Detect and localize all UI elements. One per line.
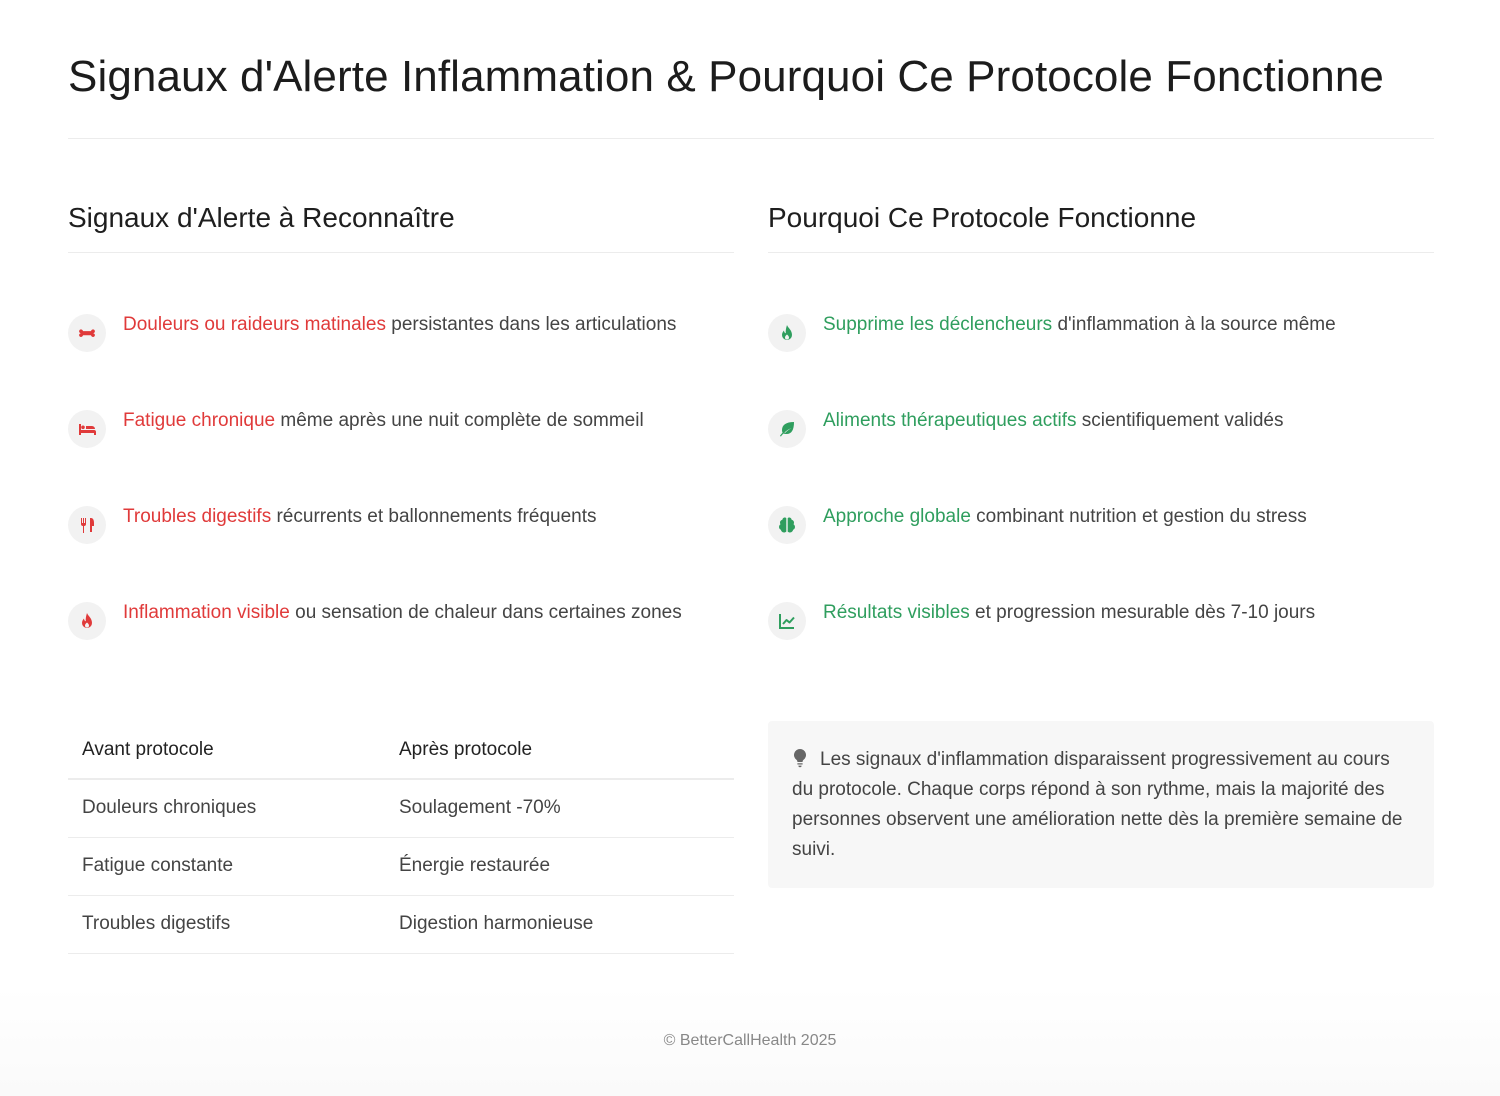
page-title: Signaux d'Alerte Inflammation & Pourquoi Ce Protocole Fonctionne xyxy=(68,52,1384,101)
list-item xyxy=(68,505,734,545)
item-text: combinant nutrition et gestion du stress xyxy=(970,506,1307,527)
list-item xyxy=(68,313,734,353)
title-divider xyxy=(68,138,1434,139)
brain-icon xyxy=(768,506,806,544)
item-text: persistantes dans les articulations xyxy=(385,314,677,335)
protocol-benefits-section xyxy=(768,196,1434,623)
footer-copyright: © BetterCallHealth 2025 xyxy=(663,1032,837,1049)
before-after-table xyxy=(68,722,734,954)
item-highlight: Troubles digestifs xyxy=(123,506,272,527)
item-text: même après une nuit complète de sommeil xyxy=(275,410,644,431)
utensils-icon xyxy=(68,506,106,544)
warning-signs-heading: Signaux d'Alerte à Reconnaître xyxy=(68,202,455,233)
item-highlight: Fatigue chronique xyxy=(123,410,276,431)
item-highlight: Supprime les déclencheurs xyxy=(823,314,1053,335)
flame-icon xyxy=(68,602,106,640)
bed-icon xyxy=(68,410,106,448)
table-row xyxy=(68,779,734,837)
list-item xyxy=(768,409,1434,449)
section-divider xyxy=(768,252,1434,253)
item-highlight: Résultats visibles xyxy=(823,602,970,623)
warning-signs-section xyxy=(68,196,734,623)
table-cell: Soulagement -70% xyxy=(385,779,734,837)
item-text: récurrents et ballonnements fréquents xyxy=(271,506,597,527)
lightbulb-icon xyxy=(792,748,808,768)
item-highlight: Approche globale xyxy=(823,506,971,527)
item-text: scientifiquement validés xyxy=(1076,410,1284,431)
flame-icon xyxy=(768,314,806,352)
item-text: d'inflammation à la source même xyxy=(1052,314,1336,335)
item-highlight: Aliments thérapeutiques actifs xyxy=(823,410,1077,431)
list-item xyxy=(768,505,1434,545)
table-row xyxy=(68,895,734,953)
info-note xyxy=(768,721,1434,888)
table-cell: Digestion harmonieuse xyxy=(385,895,734,953)
list-item xyxy=(768,601,1434,641)
chart-line-icon xyxy=(768,602,806,640)
protocol-benefits-heading: Pourquoi Ce Protocole Fonctionne xyxy=(768,202,1197,233)
list-item xyxy=(68,409,734,449)
bone-icon xyxy=(68,314,106,352)
item-text: et progression mesurable dès 7-10 jours xyxy=(969,602,1316,623)
table-cell: Douleurs chroniques xyxy=(68,779,385,837)
table-cell: Énergie restaurée xyxy=(385,837,734,895)
table-cell: Fatigue constante xyxy=(68,837,385,895)
table-row xyxy=(68,837,734,895)
list-item xyxy=(768,313,1434,353)
table-header-row xyxy=(68,722,734,779)
section-divider xyxy=(68,252,734,253)
list-item xyxy=(68,601,734,641)
item-highlight: Douleurs ou raideurs matinales xyxy=(123,314,386,335)
column-header: Avant protocole xyxy=(68,722,385,779)
item-highlight: Inflammation visible xyxy=(123,602,290,623)
leaf-icon xyxy=(768,410,806,448)
column-header: Après protocole xyxy=(385,722,734,779)
item-text: ou sensation de chaleur dans certaines zones xyxy=(289,602,682,623)
table-cell: Troubles digestifs xyxy=(68,895,385,953)
note-text: Les signaux d'inflammation disparaissent progressivement au cours du protocole. Chaque corps répond à son rythme, mais la majorité des personnes observent une amélioration nette dès la première semaine de suivi. xyxy=(792,749,1403,860)
